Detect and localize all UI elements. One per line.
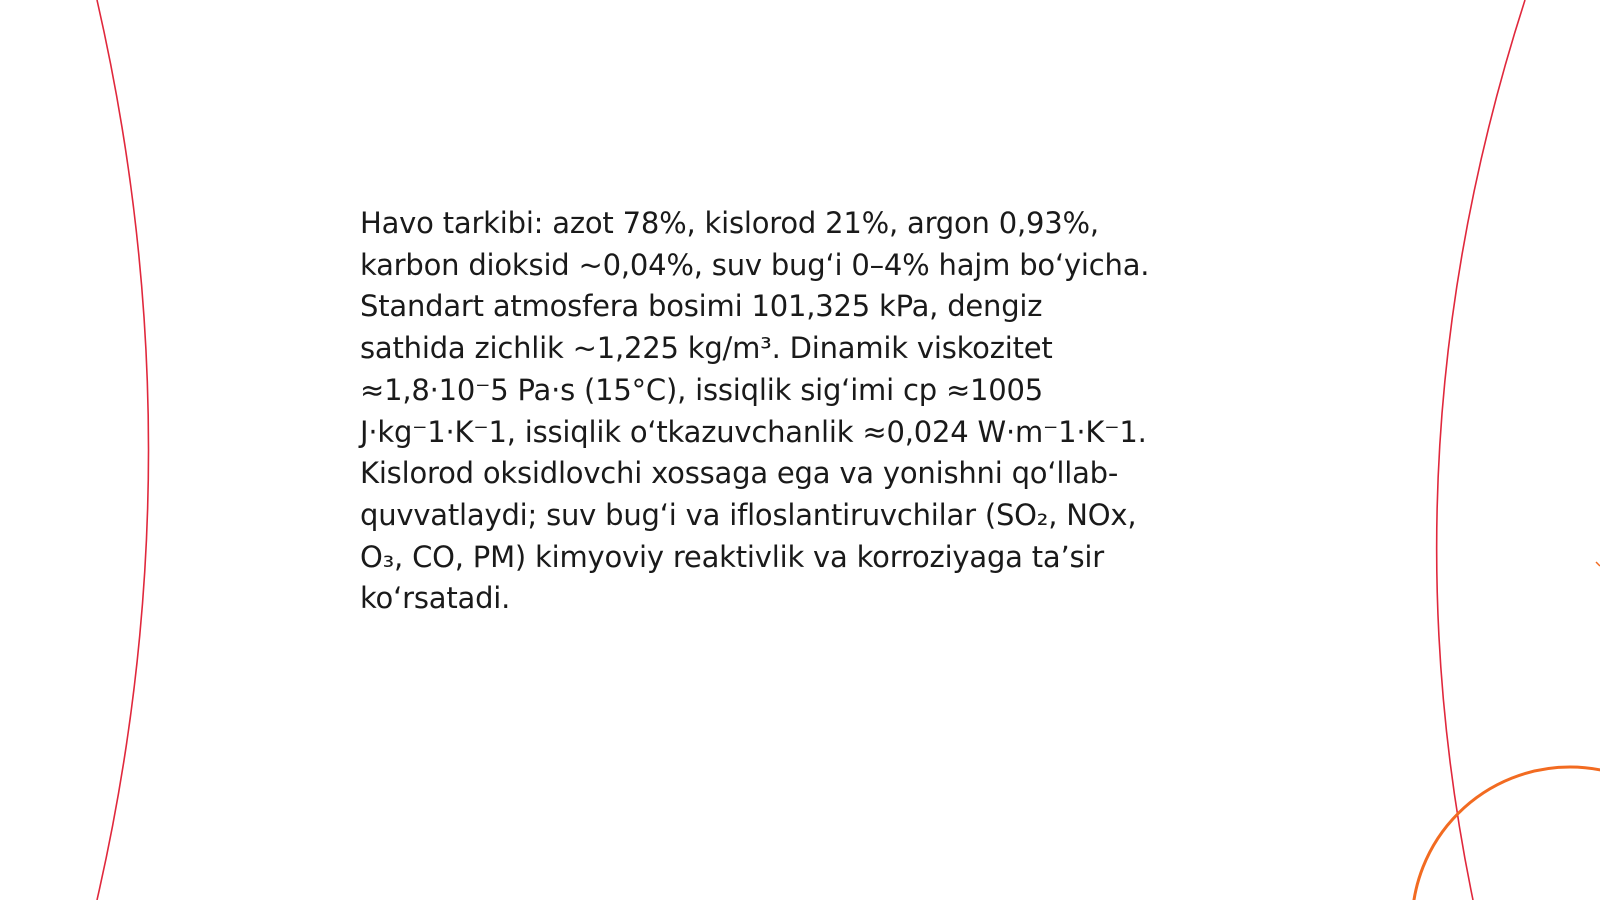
text-line: karbon dioksid ~0,04%, suv bugʻi 0–4% hajm boʻyicha. (360, 247, 1150, 282)
bottom-right-orange-arc (1412, 767, 1600, 900)
text-line: Standart atmosfera bosimi 101,325 kPa, dengiz (360, 289, 1043, 324)
right-red-arc (1437, 0, 1525, 900)
text-line: Kislorod oksidlovchi xossaga ega va yonishni qoʻllab- (360, 456, 1119, 491)
text-line: sathida zichlik ~1,225 kg/m³. Dinamik viskozitet (360, 331, 1053, 366)
text-line: koʻrsatadi. (360, 581, 511, 616)
left-red-arc (97, 0, 149, 900)
small-mark-right (1596, 562, 1600, 566)
body-text (360, 203, 1240, 620)
text-line: ≈1,8·10⁻5 Pa·s (15°C), issiqlik sigʻimi cp ≈1005 (360, 372, 1044, 407)
text-line: O₃, CO, PM) kimyoviy reaktivlik va korroziyaga taʼsir (360, 539, 1105, 574)
text-line: Havo tarkibi: azot 78%, kislorod 21%, argon 0,93%, (360, 206, 1099, 240)
text-line: J·kg⁻1·K⁻1, issiqlik oʻtkazuvchanlik ≈0,024 W·m⁻1·K⁻1. (360, 414, 1147, 449)
text-line: quvvatlaydi; suv bugʻi va ifloslantiruvchilar (SO₂, NOx, (360, 497, 1137, 532)
